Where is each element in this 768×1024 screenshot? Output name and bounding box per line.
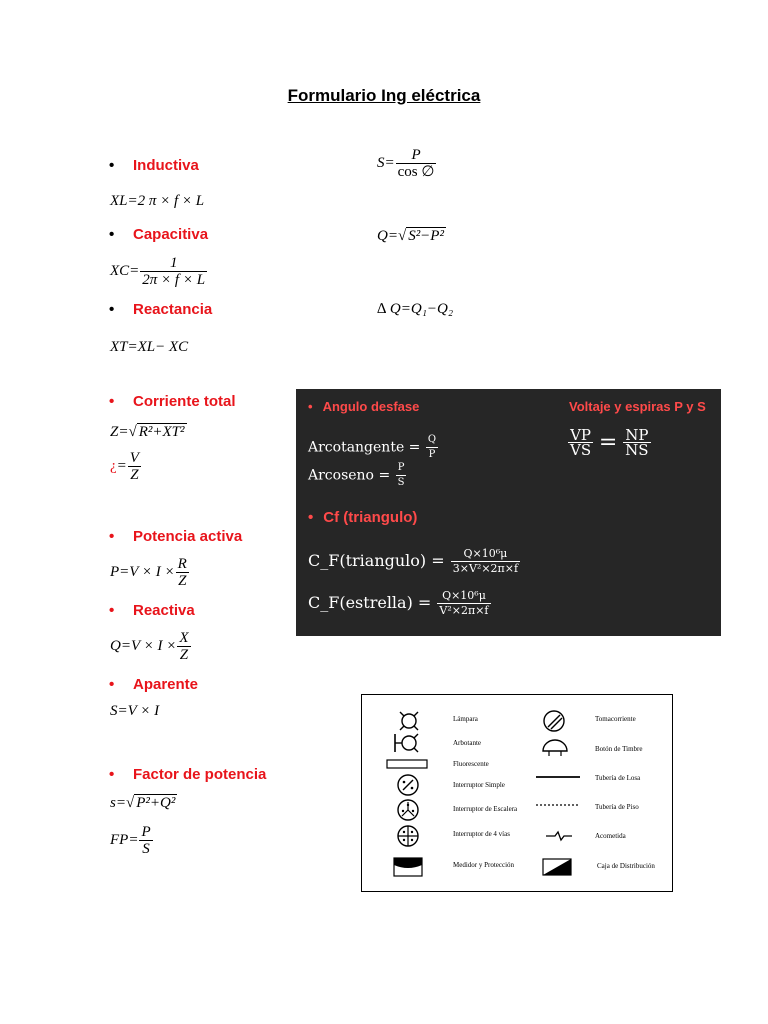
fluorescent-icon xyxy=(386,759,428,769)
legend-label: Tubería de Losa xyxy=(595,774,641,782)
bullet-icon: • xyxy=(109,766,115,783)
fraction-denominator: cos ∅ xyxy=(397,164,435,180)
legend-label: Interruptor de Escalera xyxy=(453,805,518,813)
bullet-icon: • xyxy=(109,528,115,545)
meter-icon xyxy=(393,857,423,877)
bullet-icon: • xyxy=(109,301,115,318)
formula-lhs: s=√ xyxy=(110,795,135,811)
section-potencia-activa xyxy=(109,528,243,545)
fraction-denominator: 2π × f × L xyxy=(142,272,206,288)
section-label: Corriente total xyxy=(133,393,236,410)
legend-label: Interruptor de 4 vías xyxy=(453,830,510,838)
bullet-icon: • xyxy=(308,509,314,526)
formula-lhs: ¿ xyxy=(110,457,117,474)
section-reactancia xyxy=(109,301,213,318)
header-label: Angulo desfase xyxy=(322,399,420,414)
fraction-denominator: VS xyxy=(570,441,592,459)
formula-q xyxy=(110,630,192,663)
formula-fp xyxy=(110,824,154,857)
wall-lamp-icon xyxy=(392,731,422,755)
fraction-denominator: P xyxy=(428,449,436,460)
radicand: S²−P² xyxy=(408,228,444,244)
formula-lhs: C_F(estrella) = xyxy=(308,593,432,612)
fraction-denominator: NS xyxy=(625,441,649,459)
formula-lhs: Z=√ xyxy=(110,424,137,440)
fraction-numerator: V xyxy=(129,450,139,466)
fraction-denominator: V²×2π×f xyxy=(439,604,489,617)
angulo-header xyxy=(308,399,419,414)
formula-q-right xyxy=(377,228,446,245)
fraction-numerator: Q×10⁶μ xyxy=(437,589,490,604)
fraction-numerator: Q×10⁶μ xyxy=(451,547,520,562)
legend-label: Botón de Timbre xyxy=(595,745,643,753)
formula-panel xyxy=(296,389,721,636)
fraction-denominator: Z xyxy=(178,573,187,589)
legend-label: Caja de Distribución xyxy=(597,862,655,870)
formula-lhs: Q=V × I × xyxy=(110,637,177,654)
formula-xl: XL=2 π × f × L xyxy=(110,193,205,209)
distribution-box-icon xyxy=(542,858,572,876)
formula-lhs: C_F(triangulo) = xyxy=(308,551,445,570)
formula-voltaje-espiras xyxy=(567,428,652,457)
floor-pipe-icon xyxy=(536,802,580,808)
legend-label: Tubería de Piso xyxy=(595,803,639,811)
legend-label: Tomacorriente xyxy=(595,715,636,723)
bullet-icon: • xyxy=(109,393,115,410)
formula-arcotangente xyxy=(308,433,439,462)
staircase-switch-icon xyxy=(396,798,420,822)
formula-lhs: P=V × I × xyxy=(110,563,175,580)
formula-lhs: Arcoseno = xyxy=(308,467,391,484)
formula-lhs: Q=√ xyxy=(377,228,407,244)
formula-xt: XT=XL− XC xyxy=(110,339,189,355)
fraction-numerator: P xyxy=(396,147,437,164)
fraction-numerator: Q xyxy=(426,433,438,448)
formula-lhs: Arcotangente = xyxy=(308,439,421,456)
formula-arcoseno xyxy=(308,461,407,490)
equals-sign: = xyxy=(598,430,618,455)
fraction-numerator: X xyxy=(179,630,189,646)
fraction-numerator: NP xyxy=(623,428,650,443)
section-aparente xyxy=(109,676,199,693)
lamp-icon xyxy=(396,709,422,733)
formula-cf-triangulo xyxy=(308,547,521,576)
fraction-numerator: VP xyxy=(568,428,593,443)
formula-i xyxy=(110,450,142,483)
equals-sign: = xyxy=(116,457,127,474)
bullet-icon: • xyxy=(109,676,115,693)
bullet-icon: • xyxy=(109,602,115,619)
fraction-denominator: S xyxy=(397,477,405,488)
fraction-numerator: P xyxy=(396,461,407,476)
four-way-switch-icon xyxy=(396,824,420,848)
bullet-icon: • xyxy=(308,399,313,414)
fraction-numerator: P xyxy=(141,824,151,840)
fraction-denominator: Z xyxy=(179,647,189,663)
section-label: Inductiva xyxy=(133,157,199,174)
section-label: Reactancia xyxy=(133,301,213,318)
legend-label: Lámpara xyxy=(453,715,478,723)
legend-label: Acometida xyxy=(595,832,626,840)
section-label: Capacitiva xyxy=(133,226,209,243)
legend-label: Fluorescente xyxy=(453,760,489,768)
formula-cf-estrella xyxy=(308,589,492,618)
formula-s-lower xyxy=(110,795,177,812)
formula-s-right xyxy=(377,147,437,180)
fraction-numerator: 1 xyxy=(140,255,207,272)
section-corriente-total xyxy=(109,393,236,410)
section-capacitiva xyxy=(109,226,209,243)
section-label: Potencia activa xyxy=(133,528,243,545)
fraction-denominator: 3×V²×2π×f xyxy=(452,562,519,575)
section-reactiva xyxy=(109,602,195,619)
formula-lhs: XC= xyxy=(110,262,140,279)
outlet-icon xyxy=(542,709,566,733)
section-label: Aparente xyxy=(133,676,199,693)
formula-p xyxy=(110,556,190,589)
radicand: P²+Q² xyxy=(136,795,176,811)
formula-z xyxy=(110,424,187,441)
section-factor-potencia xyxy=(109,766,267,783)
section-label: Reactiva xyxy=(133,602,195,619)
fraction-denominator: S xyxy=(142,841,150,857)
cf-header xyxy=(308,509,417,526)
service-entrance-icon xyxy=(544,829,574,843)
page-title: Formulario Ing eléctrica xyxy=(287,86,481,105)
legend-label: Arbotante xyxy=(453,739,481,747)
bullet-icon: • xyxy=(109,226,115,243)
simple-switch-icon xyxy=(396,773,420,797)
slab-pipe-icon xyxy=(536,774,580,780)
section-inductiva xyxy=(109,157,199,174)
voltaje-header: Voltaje y espiras P y S xyxy=(569,399,706,414)
symbol-legend xyxy=(361,694,673,892)
legend-label: Interruptor Simple xyxy=(453,781,505,789)
formula-xc xyxy=(110,255,208,288)
formula-lhs: FP= xyxy=(110,831,139,848)
formula-s-aparente: S=V × I xyxy=(110,703,160,719)
legend-label: Medidor y Protección xyxy=(453,861,515,869)
fraction-denominator: Z xyxy=(130,467,139,483)
header-label: Cf (triangulo) xyxy=(323,509,418,526)
doorbell-button-icon xyxy=(540,737,570,757)
fraction-numerator: R xyxy=(177,556,187,572)
section-label: Factor de potencia xyxy=(133,766,267,783)
formula-delta-q: ∆ Q=Q₁−Q₂ xyxy=(377,301,454,317)
formula-lhs: S= xyxy=(377,154,395,171)
bullet-icon: • xyxy=(109,157,115,174)
radicand: R²+XT² xyxy=(138,424,185,440)
